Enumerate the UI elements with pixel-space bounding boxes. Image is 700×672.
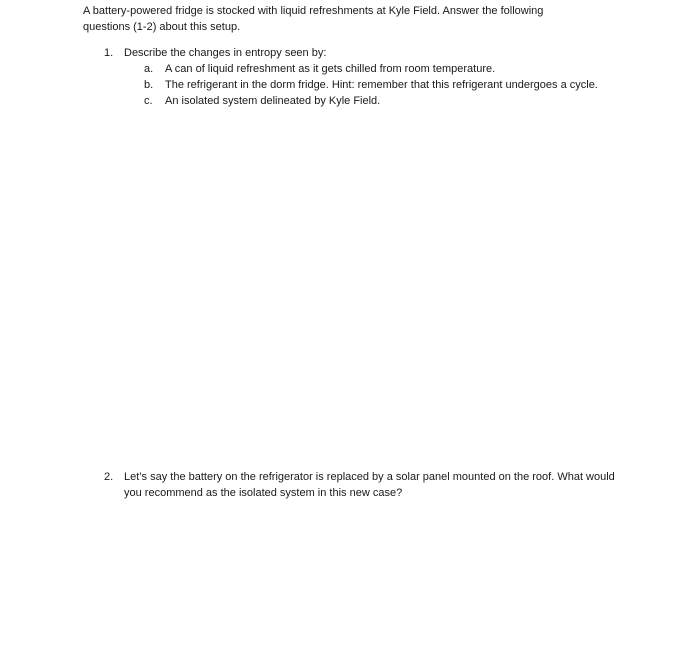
- part-text: A can of liquid refreshment as it gets chilled from room temperature.: [165, 63, 496, 75]
- question-part-c: [144, 93, 614, 109]
- question-number: 1.: [104, 47, 114, 59]
- question-text: Describe the changes in entropy seen by:: [124, 47, 327, 59]
- question-part-b: [144, 77, 614, 93]
- question-1-parts: [144, 61, 614, 109]
- question-2: [104, 469, 624, 501]
- question-part-a: [144, 61, 614, 77]
- intro-paragraph: A battery-powered fridge is stocked with liquid refreshments at Kyle Field. Answer the following questions (1-2) about this setup.: [83, 5, 544, 33]
- part-letter: b.: [144, 79, 154, 91]
- part-text: An isolated system delineated by Kyle Field.: [165, 95, 381, 107]
- question-number: 2.: [104, 471, 114, 483]
- part-letter: a.: [144, 63, 154, 75]
- part-text: The refrigerant in the dorm fridge. Hint: remember that this refrigerant undergoes a cycle.: [165, 79, 598, 91]
- question-text: Let’s say the battery on the refrigerator is replaced by a solar panel mounted on the roof. What would you recommend as the isolated system in this new case?: [124, 471, 615, 499]
- question-1: [104, 45, 624, 61]
- part-letter: c.: [144, 95, 153, 107]
